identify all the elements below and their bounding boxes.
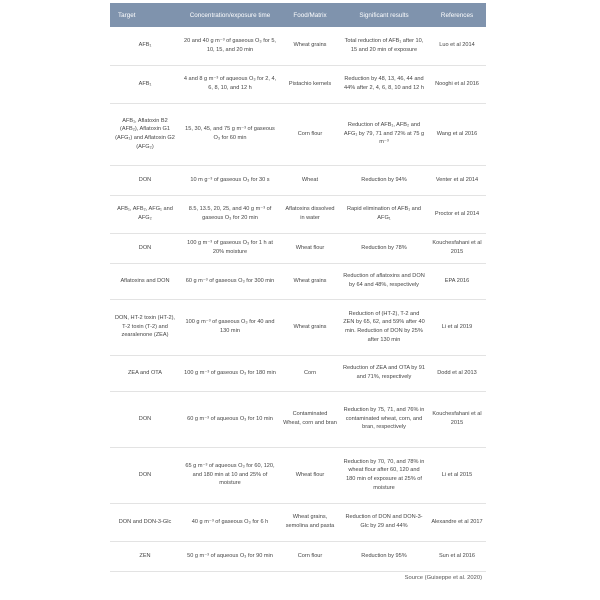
cell-target: DON: [110, 391, 180, 447]
cell-food: Pistachio kernels: [280, 65, 340, 103]
header-target: Target: [110, 3, 180, 27]
cell-food: Aflatoxins dissolved in water: [280, 195, 340, 233]
cell-result: Reduction by 94%: [340, 165, 428, 195]
table-row: [110, 103, 486, 165]
cell-concentration: 40 g m⁻³ of gaseous O₃ for 6 h: [180, 503, 280, 541]
cell-target: ZEA and OTA: [110, 355, 180, 391]
cell-reference: Li et al 2015: [428, 447, 486, 503]
cell-concentration: 100 g m⁻³ of gaseous O₃ for 1 h at 20% moisture: [180, 233, 280, 263]
ozone-mycotoxin-table-figure: [110, 3, 486, 581]
cell-concentration: 4 and 8 g m⁻³ of aqueous O₃ for 2, 4, 6, 8, 10, and 12 h: [180, 65, 280, 103]
cell-result: Reduction by 70, 70, and 78% in wheat flour after 60, 120 and 180 min of exposure at 25% of moisture: [340, 447, 428, 503]
cell-concentration: 60 g m⁻³ of gaseous O₃ for 300 min: [180, 263, 280, 299]
header-concentration: Concentration/exposure time: [180, 3, 280, 27]
cell-food: Wheat grains: [280, 27, 340, 65]
cell-concentration: 10 m g⁻³ of gaseous O₃ for 30 s: [180, 165, 280, 195]
cell-target: AFB₁, Aflatoxin B2 (AFB₂), Aflatoxin G1 (AFG₁) and Aflatoxin G2 (AFG₂): [110, 103, 180, 165]
cell-result: Reduction of AFB₁, AFB₂ and AFG₁ by 79, 71 and 72% at 75 g m⁻³: [340, 103, 428, 165]
cell-reference: Alexandre et al 2017: [428, 503, 486, 541]
cell-target: AFB₁: [110, 27, 180, 65]
table-row: [110, 233, 486, 263]
cell-reference: Li et al 2019: [428, 299, 486, 355]
cell-result: Rapid elimination of AFB₁ and AFG₁: [340, 195, 428, 233]
cell-result: Total reduction of AFB₁ after 10, 15 and 20 min of exposure: [340, 27, 428, 65]
cell-target: ZEN: [110, 541, 180, 571]
header-references: References: [428, 3, 486, 27]
cell-concentration: 65 g m⁻³ of aqueous O₃ for 60, 120, and 180 min at 10 and 25% of moisture: [180, 447, 280, 503]
header-food-matrix: Food/Matrix: [280, 3, 340, 27]
table-row: [110, 447, 486, 503]
cell-reference: Nooghi et al 2016: [428, 65, 486, 103]
cell-target: AFB₁, AFB₂, AFG₁ and AFG₂: [110, 195, 180, 233]
cell-reference: Venter et al 2014: [428, 165, 486, 195]
cell-target: DON, HT-2 toxin (HT-2), T-2 toxin (T-2) and zearalenone (ZEA): [110, 299, 180, 355]
cell-result: Reduction by 48, 13, 46, 44 and 44% after 2, 4, 6, 8, 10 and 12 h: [340, 65, 428, 103]
cell-result: Reduction of (HT-2), T-2 and ZEN by 65, 62, and 59% after 40 min. Reduction of DON by 25% after 130 min: [340, 299, 428, 355]
cell-result: Reduction by 75, 71, and 76% in contaminated wheat, corn, and bran, respectively: [340, 391, 428, 447]
cell-food: Wheat grains, semolina and pasta: [280, 503, 340, 541]
cell-food: Corn flour: [280, 103, 340, 165]
cell-food: Wheat grains: [280, 263, 340, 299]
source-caption: Source (Guiseppe et al. 2020): [404, 574, 482, 581]
cell-food: Corn flour: [280, 541, 340, 571]
table-row: [110, 263, 486, 299]
cell-target: AFB₁: [110, 65, 180, 103]
cell-food: Wheat flour: [280, 233, 340, 263]
table-row: [110, 27, 486, 65]
cell-result: Reduction by 78%: [340, 233, 428, 263]
cell-target: DON: [110, 233, 180, 263]
table-row: [110, 65, 486, 103]
cell-target: Aflatoxins and DON: [110, 263, 180, 299]
cell-concentration: 8.5, 13.5, 20, 25, and 40 g m⁻³ of gaseous O₃ for 20 min: [180, 195, 280, 233]
cell-concentration: 100 g m⁻³ of gaseous O₃ for 40 and 130 min: [180, 299, 280, 355]
results-table: [110, 3, 486, 572]
cell-food: Wheat grains: [280, 299, 340, 355]
cell-result: Reduction of ZEA and OTA by 91 and 71%, respectively: [340, 355, 428, 391]
cell-reference: Wang et al 2016: [428, 103, 486, 165]
table-row: [110, 541, 486, 571]
table-row: [110, 355, 486, 391]
cell-reference: Kouchesfahani et al 2015: [428, 391, 486, 447]
table-row: [110, 195, 486, 233]
cell-reference: EPA 2016: [428, 263, 486, 299]
table-row: [110, 503, 486, 541]
cell-result: Reduction of aflatoxins and DON by 64 and 48%, respectively: [340, 263, 428, 299]
cell-result: Reduction of DON and DON-3-Glc by 29 and 44%: [340, 503, 428, 541]
cell-target: DON: [110, 447, 180, 503]
cell-food: Wheat: [280, 165, 340, 195]
cell-concentration: 50 g m⁻³ of aqueous O₃ for 90 min: [180, 541, 280, 571]
cell-result: Reduction by 95%: [340, 541, 428, 571]
cell-concentration: 20 and 40 g m⁻³ of gaseous O₃ for 5, 10, 15, and 20 min: [180, 27, 280, 65]
cell-target: DON: [110, 165, 180, 195]
cell-concentration: 100 g m⁻³ of gaseous O₃ for 180 min: [180, 355, 280, 391]
table-row: [110, 391, 486, 447]
header-results: Significant results: [340, 3, 428, 27]
cell-food: Wheat flour: [280, 447, 340, 503]
cell-reference: Sun et al 2016: [428, 541, 486, 571]
cell-reference: Dodd et al 2013: [428, 355, 486, 391]
table-body: [110, 27, 486, 571]
cell-concentration: 60 g m⁻³ of aqueous O₃ for 10 min: [180, 391, 280, 447]
cell-reference: Luo et al 2014: [428, 27, 486, 65]
cell-concentration: 15, 30, 45, and 75 g m⁻³ of gaseous O₃ for 60 min: [180, 103, 280, 165]
cell-reference: Kouchesfahani et al 2015: [428, 233, 486, 263]
cell-reference: Proctor et al 2014: [428, 195, 486, 233]
table-row: [110, 165, 486, 195]
table-row: [110, 299, 486, 355]
cell-food: Corn: [280, 355, 340, 391]
cell-food: Contaminated Wheat, corn and bran: [280, 391, 340, 447]
table-header: [110, 3, 486, 27]
cell-target: DON and DON-3-Glc: [110, 503, 180, 541]
